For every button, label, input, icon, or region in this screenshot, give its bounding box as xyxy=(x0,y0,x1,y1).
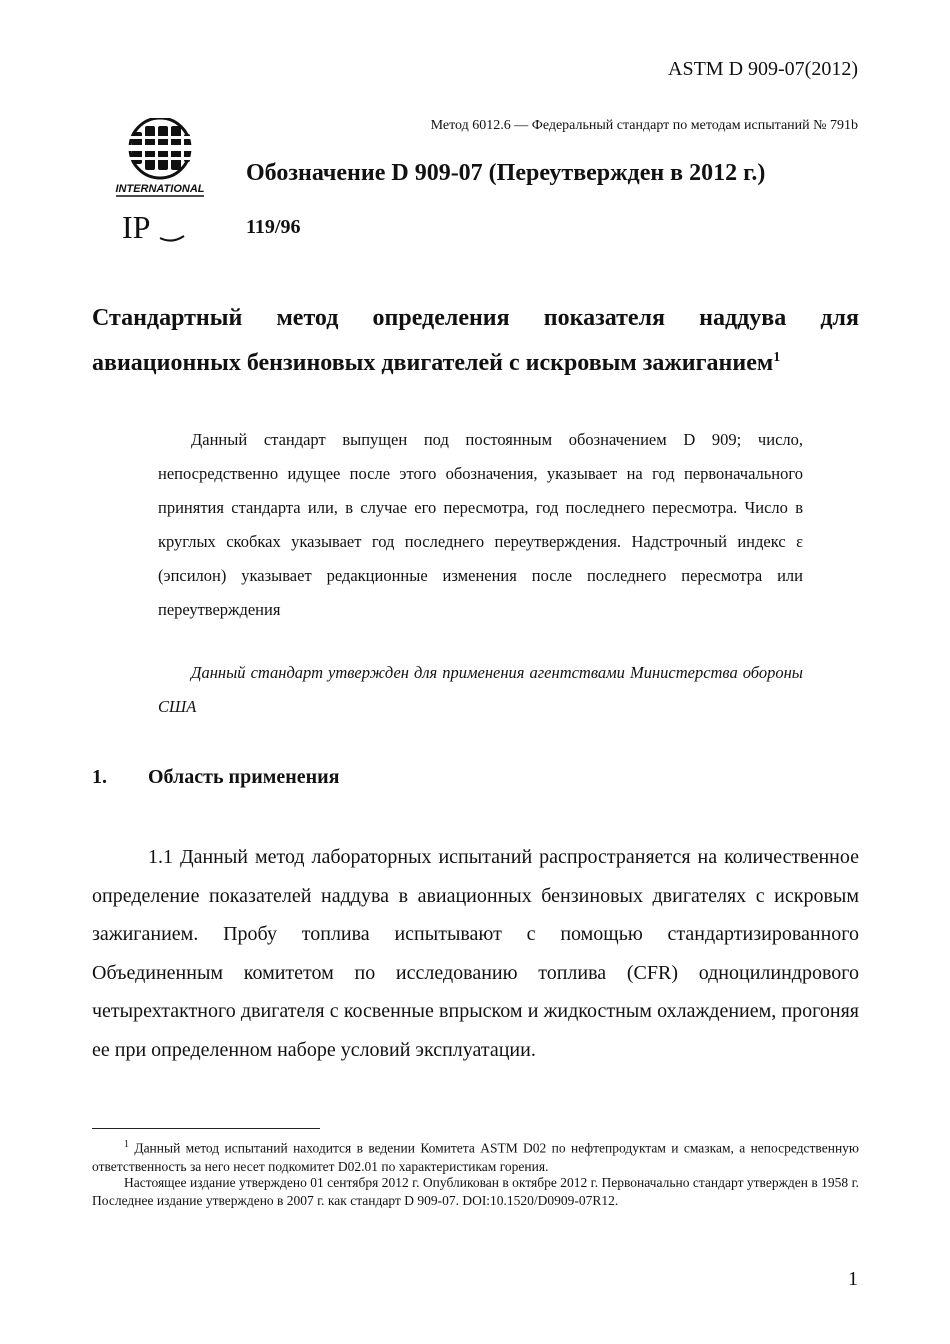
footnote-marker: 1 xyxy=(124,1139,129,1150)
section-number: 1. xyxy=(92,766,107,788)
title-text: Стандартный метод определения показателя наддува для авиационных бензиновых двигателей с искровым зажиганием xyxy=(92,305,859,376)
ip-logo-text: IP xyxy=(122,209,151,245)
title-footnote-ref[interactable]: 1 xyxy=(773,350,781,365)
paragraph-1-1: 1.1 Данный метод лабораторных испытаний распространяется на количественное определение показателей наддува в авиационных бензиновых двигателях с искровым зажиганием. Пробу топлива испытывают с помощью стандартизированного Объединенным комитетом по исследованию топлива (CFR) одноцилиндрового четырехтактного двигателя с косвенные впрыском и жидкостным охлаждением, прогоняя ее при определенном наборе условий эксплуатации. xyxy=(92,846,859,1061)
section-title: Область применения xyxy=(148,766,340,788)
intro-note: Данный стандарт выпущен под постоянным обозначением D 909; число, непосредственно идущее после этого обозначения, указывает на год первоначального принятия стандарта или, в случае его пересмотра, год последнего пересмотра. Число в круглых скобках указывает год последнего переутверждения. Надстрочный индекс ε (эпсилон) указывает редакционные изменения после последнего пересмотра или переутверждения xyxy=(158,430,803,619)
ip-logo-icon xyxy=(120,208,190,248)
footnote-2: Настоящее издание утверждено 01 сентября 2012 г. Опубликован в октябре 2012 г. Первоначально стандарт утвержден в 1958 г. Последнее издание утверждено в 2007 г. как стандарт D 909-07. DOI:10.1520/D0909-07R12. xyxy=(92,1175,859,1208)
standard-code: ASTM D 909-07(2012) xyxy=(668,58,858,80)
approval-note: Данный стандарт утвержден для применения агентствами Министерства обороны США xyxy=(158,663,803,716)
astm-logo-icon xyxy=(112,118,208,200)
footnote-1 xyxy=(92,1136,859,1176)
astm-logo-text: INTERNATIONAL xyxy=(115,183,205,195)
page-number: 1 xyxy=(848,1268,858,1290)
method-note: Метод 6012.6 — Федеральный стандарт по методам испытаний № 791b xyxy=(430,118,858,133)
ip-number: 119/96 xyxy=(246,216,301,238)
document-title xyxy=(92,298,859,383)
footnote-1-text: Данный метод испытаний находится в ведении Комитета ASTM D02 по нефтепродуктам и смазкам, а непосредственную ответственность за него несет подкомитет D02.01 по характеристикам горения. xyxy=(92,1140,859,1174)
designation: Обозначение D 909-07 (Переутвержден в 2012 г.) xyxy=(246,160,766,186)
footnote-divider xyxy=(92,1128,320,1129)
